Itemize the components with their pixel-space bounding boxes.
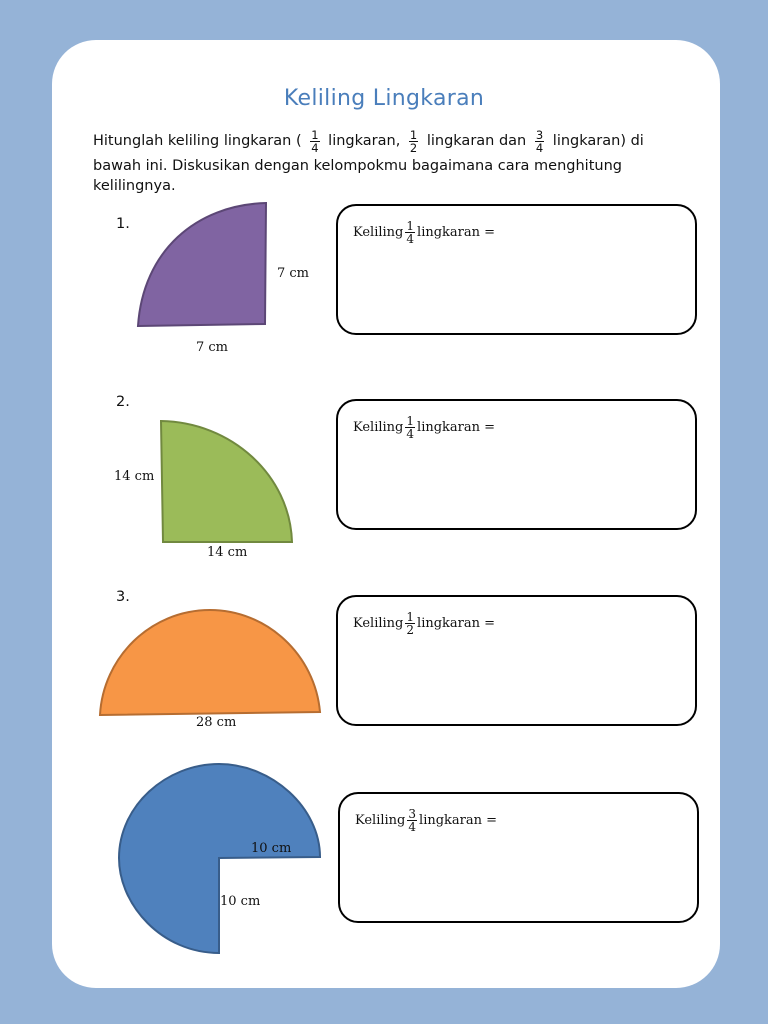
problem-2-radius-label: 14 cm: [114, 469, 155, 484]
instructions-text: lingkaran dan: [426, 133, 527, 149]
problem-4-answer-label: Keliling $\frac{3}{4}$ lingkaran =: [355, 807, 498, 834]
fraction-one-quarter: $\frac{1}{4}$: [311, 127, 319, 155]
problem-4-radius-label-side: 10 cm: [220, 894, 261, 909]
problem-3-number: 3.: [116, 589, 130, 605]
fraction-one-half: $\frac{1}{2}$: [409, 127, 418, 155]
problem-1-base-label: 7 cm: [196, 340, 229, 355]
instructions-text: lingkaran) di: [552, 133, 644, 149]
problem-3-answer-label: Keliling $\frac{1}{2}$ lingkaran =: [353, 610, 496, 637]
problem-1-number: 1.: [116, 216, 130, 232]
problem-1-radius-label: 7 cm: [277, 266, 310, 281]
problem-4-radius-label-top: 10 cm: [251, 841, 292, 856]
instructions-text: Hitunglah keliling lingkaran (: [93, 133, 302, 149]
problem-1-answer-label: Keliling $\frac{1}{4}$ lingkaran =: [353, 219, 496, 246]
problem-4-answer-box[interactable]: [338, 792, 699, 923]
problem-2-number: 2.: [116, 394, 130, 410]
instructions-text: lingkaran,: [328, 133, 401, 149]
page-title: Keliling Lingkaran: [283, 86, 485, 111]
problem-2-base-label: 14 cm: [207, 545, 248, 560]
blue-three-quarter-circle: [119, 764, 320, 953]
instructions-line-2: bawah ini. Diskusikan dengan kelompokmu bagaimana cara menghitung kelilingnya.: [93, 158, 622, 194]
fraction-three-quarters: $\frac{3}{4}$: [535, 127, 544, 155]
problem-3-diameter-label: 28 cm: [196, 715, 237, 730]
problem-2-answer-label: Keliling $\frac{1}{4}$ lingkaran =: [353, 414, 496, 441]
